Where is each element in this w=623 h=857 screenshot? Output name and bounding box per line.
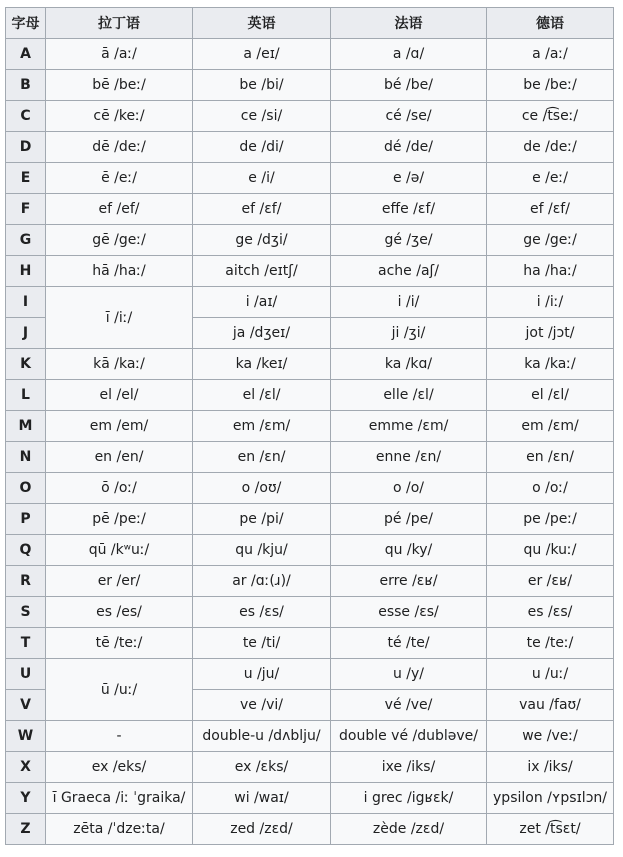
latin-cell: ex /eks/ [46,752,193,783]
german-cell: e /eː/ [487,163,614,194]
german-cell: ha /haː/ [487,256,614,287]
latin-cell: kā /kaː/ [46,349,193,380]
english-cell: ex /ɛks/ [193,752,331,783]
french-cell: cé /se/ [331,101,487,132]
latin-cell: - [46,721,193,752]
french-cell: ji /ʒi/ [331,318,487,349]
table-row [6,535,614,566]
header-row [6,8,614,39]
latin-cell: cē /keː/ [46,101,193,132]
alphabet-pronunciation-table [5,7,614,845]
english-cell: e /i/ [193,163,331,194]
german-cell: em /ɛm/ [487,411,614,442]
letter-cell: I [6,287,46,318]
header-latin: 拉丁语 [46,8,193,39]
german-cell: en /ɛn/ [487,442,614,473]
latin-cell: qū /kʷuː/ [46,535,193,566]
latin-cell: el /el/ [46,380,193,411]
french-cell: ka /kɑ/ [331,349,487,380]
table-row [6,380,614,411]
english-cell: ce /si/ [193,101,331,132]
english-cell: zed /zɛd/ [193,814,331,845]
english-cell: aitch /eɪtʃ/ [193,256,331,287]
letter-cell: V [6,690,46,721]
table-row [6,752,614,783]
french-cell: erre /ɛʁ/ [331,566,487,597]
latin-cell-merged: ī /iː/ [46,287,193,349]
german-cell: ypsilon /ʏpsɪlɔn/ [487,783,614,814]
english-cell: de /di/ [193,132,331,163]
letter-cell: Q [6,535,46,566]
french-cell: a /ɑ/ [331,39,487,70]
letter-cell: F [6,194,46,225]
german-cell: te /teː/ [487,628,614,659]
table-row [6,442,614,473]
table-row [6,597,614,628]
french-cell: enne /ɛn/ [331,442,487,473]
letter-cell: U [6,659,46,690]
german-cell: u /uː/ [487,659,614,690]
english-cell: u /ju/ [193,659,331,690]
table-row [6,721,614,752]
french-cell: pé /pe/ [331,504,487,535]
german-cell: zet /t͡sɛt/ [487,814,614,845]
table-row [6,70,614,101]
french-cell: i /i/ [331,287,487,318]
english-cell: ka /keɪ/ [193,349,331,380]
english-cell: o /oʊ/ [193,473,331,504]
german-cell: ka /kaː/ [487,349,614,380]
english-cell: en /ɛn/ [193,442,331,473]
letter-cell: R [6,566,46,597]
french-cell: bé /be/ [331,70,487,101]
french-cell: vé /ve/ [331,690,487,721]
german-cell: pe /peː/ [487,504,614,535]
french-cell: dé /de/ [331,132,487,163]
letter-cell: G [6,225,46,256]
french-cell: emme /ɛm/ [331,411,487,442]
letter-cell: C [6,101,46,132]
latin-cell: dē /deː/ [46,132,193,163]
french-cell: i grec /igʁɛk/ [331,783,487,814]
german-cell: qu /kuː/ [487,535,614,566]
english-cell: i /aɪ/ [193,287,331,318]
letter-cell: K [6,349,46,380]
table-row [6,814,614,845]
letter-cell: E [6,163,46,194]
english-cell: es /ɛs/ [193,597,331,628]
latin-cell: bē /beː/ [46,70,193,101]
latin-cell-merged: ū /uː/ [46,659,193,721]
table-row [6,628,614,659]
german-cell: ce /t͡seː/ [487,101,614,132]
english-cell: wi /waɪ/ [193,783,331,814]
french-cell: u /y/ [331,659,487,690]
latin-cell: hā /haː/ [46,256,193,287]
latin-cell: em /em/ [46,411,193,442]
latin-cell: pē /peː/ [46,504,193,535]
french-cell: o /o/ [331,473,487,504]
header-letter: 字母 [6,8,46,39]
french-cell: ixe /iks/ [331,752,487,783]
header-french: 法语 [331,8,487,39]
latin-cell: ef /ef/ [46,194,193,225]
latin-cell: ā /aː/ [46,39,193,70]
french-cell: double vé /dubləve/ [331,721,487,752]
letter-cell: L [6,380,46,411]
letter-cell: X [6,752,46,783]
table-row [6,566,614,597]
german-cell: de /deː/ [487,132,614,163]
letter-cell: D [6,132,46,163]
german-cell: ix /iks/ [487,752,614,783]
table-row [6,225,614,256]
latin-cell: tē /teː/ [46,628,193,659]
french-cell: qu /ky/ [331,535,487,566]
latin-cell: ī Graeca /iː ˈgraika/ [46,783,193,814]
german-cell: es /ɛs/ [487,597,614,628]
letter-cell: S [6,597,46,628]
latin-cell: ē /eː/ [46,163,193,194]
table-row [6,659,614,690]
german-cell: el /ɛl/ [487,380,614,411]
letter-cell: Y [6,783,46,814]
table-row [6,101,614,132]
letter-cell: T [6,628,46,659]
french-cell: effe /ɛf/ [331,194,487,225]
table-row [6,287,614,318]
french-cell: té /te/ [331,628,487,659]
table-row [6,132,614,163]
english-cell: pe /pi/ [193,504,331,535]
letter-cell: A [6,39,46,70]
french-cell: ache /aʃ/ [331,256,487,287]
german-cell: be /beː/ [487,70,614,101]
table-row [6,349,614,380]
english-cell: ja /dʒeɪ/ [193,318,331,349]
header-english: 英语 [193,8,331,39]
table-row [6,194,614,225]
latin-cell: es /es/ [46,597,193,628]
german-cell: o /oː/ [487,473,614,504]
table-row [6,163,614,194]
english-cell: te /ti/ [193,628,331,659]
english-cell: qu /kju/ [193,535,331,566]
french-cell: e /ə/ [331,163,487,194]
letter-cell: O [6,473,46,504]
letter-cell: B [6,70,46,101]
french-cell: elle /ɛl/ [331,380,487,411]
latin-cell: en /en/ [46,442,193,473]
english-cell: ef /ɛf/ [193,194,331,225]
english-cell: double-u /dʌblju/ [193,721,331,752]
german-cell: jot /jɔt/ [487,318,614,349]
english-cell: a /eɪ/ [193,39,331,70]
table-row [6,504,614,535]
letter-cell: P [6,504,46,535]
english-cell: ve /vi/ [193,690,331,721]
table-row [6,256,614,287]
table-row [6,411,614,442]
letter-cell: N [6,442,46,473]
table-row [6,473,614,504]
letter-cell: H [6,256,46,287]
german-cell: a /aː/ [487,39,614,70]
german-cell: vau /faʊ/ [487,690,614,721]
latin-cell: gē /geː/ [46,225,193,256]
french-cell: gé /ʒe/ [331,225,487,256]
french-cell: esse /ɛs/ [331,597,487,628]
english-cell: el /ɛl/ [193,380,331,411]
english-cell: ar /ɑː(ɹ)/ [193,566,331,597]
latin-cell: zēta /ˈdzeːta/ [46,814,193,845]
table-row [6,39,614,70]
latin-cell: er /er/ [46,566,193,597]
latin-cell: ō /oː/ [46,473,193,504]
letter-cell: M [6,411,46,442]
german-cell: ge /geː/ [487,225,614,256]
table-row [6,783,614,814]
letter-cell: W [6,721,46,752]
german-cell: i /iː/ [487,287,614,318]
english-cell: be /bi/ [193,70,331,101]
english-cell: em /ɛm/ [193,411,331,442]
header-german: 德语 [487,8,614,39]
french-cell: zède /zɛd/ [331,814,487,845]
german-cell: we /veː/ [487,721,614,752]
german-cell: er /ɛʁ/ [487,566,614,597]
letter-cell: J [6,318,46,349]
letter-cell: Z [6,814,46,845]
german-cell: ef /ɛf/ [487,194,614,225]
english-cell: ge /dʒi/ [193,225,331,256]
